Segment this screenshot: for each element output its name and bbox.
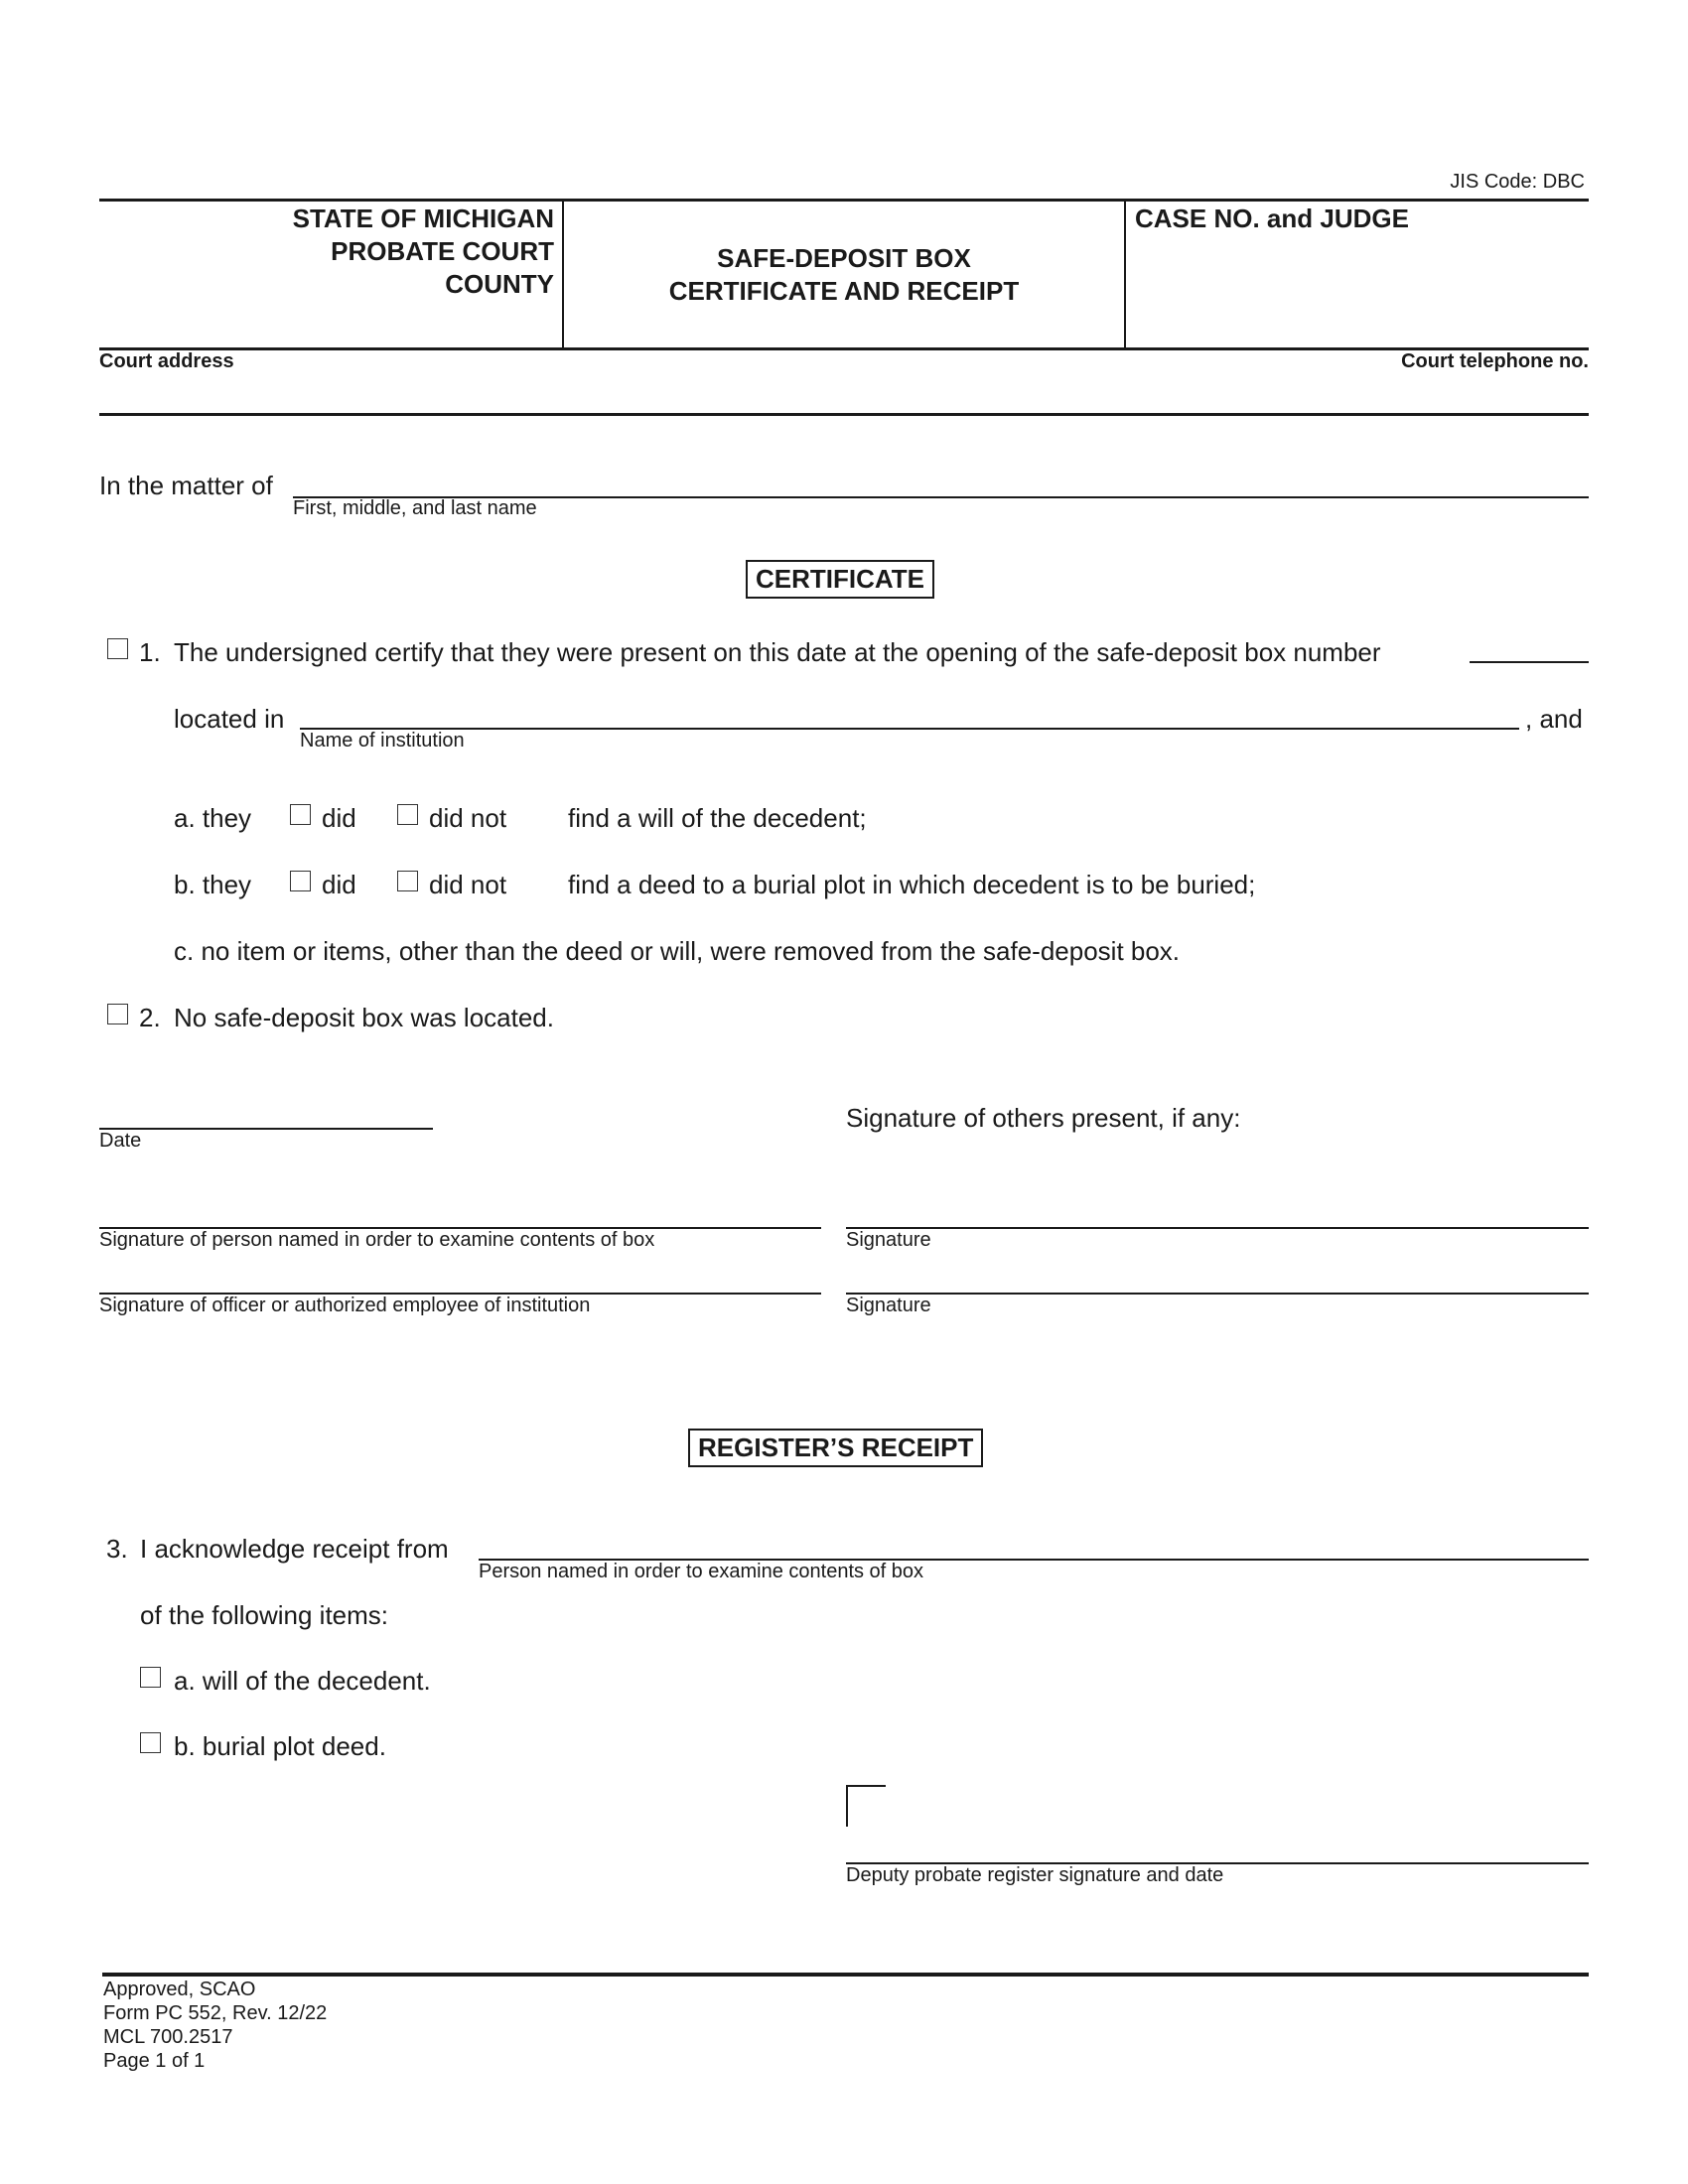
other-signature-label-2: Signature [846, 1295, 931, 1316]
item-b-did-checkbox[interactable] [290, 871, 311, 891]
item-a-did-label: did [322, 803, 356, 833]
seal-corner-vertical [846, 1785, 848, 1827]
item-a-did-not-label: did not [429, 803, 507, 833]
header-divider-right [1124, 199, 1126, 349]
following-items-label: of the following items: [140, 1600, 389, 1630]
court-telephone-label: Court telephone no. [1401, 350, 1589, 372]
jis-code: JIS Code: DBC [1450, 171, 1585, 193]
other-signature-line-1[interactable] [846, 1227, 1589, 1229]
and-text: , and [1525, 704, 1583, 734]
county-label: COUNTY [445, 269, 554, 299]
case-no-judge-label: CASE NO. and JUDGE [1135, 204, 1409, 233]
item-b-did-label: did [322, 870, 356, 899]
receipt-deed-text: b. burial plot deed. [174, 1731, 386, 1761]
address-bottom-rule [99, 413, 1589, 416]
item2-checkbox[interactable] [107, 1004, 128, 1024]
box-number-line[interactable] [1470, 661, 1589, 663]
footer-rule [102, 1973, 1589, 1977]
header-divider-left [562, 199, 564, 349]
state-label: STATE OF MICHIGAN [292, 204, 554, 233]
institution-sublabel: Name of institution [300, 730, 465, 751]
item-a-text: find a will of the decedent; [568, 803, 867, 833]
officer-signature-label: Signature of officer or authorized employee of institution [99, 1295, 591, 1316]
footer-page: Page 1 of 1 [103, 2050, 206, 2072]
seal-corner-horizontal [846, 1785, 886, 1787]
deputy-signature-label: Deputy probate register signature and date [846, 1864, 1224, 1886]
item3-number: 3. [106, 1534, 128, 1564]
item-c-text: c. no item or items, other than the deed or will, were removed from the safe-deposit box. [174, 936, 1181, 966]
matter-label: In the matter of [99, 471, 273, 500]
footer-mcl: MCL 700.2517 [103, 2026, 233, 2048]
institution-line[interactable] [300, 728, 1519, 730]
matter-name-sublabel: First, middle, and last name [293, 497, 537, 519]
item-b-did-not-label: did not [429, 870, 507, 899]
date-line[interactable] [99, 1128, 433, 1130]
other-signature-line-2[interactable] [846, 1293, 1589, 1295]
item-b-prefix: b. they [174, 870, 252, 899]
receipt-will-checkbox[interactable] [140, 1667, 161, 1688]
item-b-did-not-checkbox[interactable] [397, 871, 418, 891]
header-top-rule [99, 199, 1589, 202]
certificate-heading: CERTIFICATE [746, 560, 934, 599]
item-a-did-not-checkbox[interactable] [397, 804, 418, 825]
item3-text: I acknowledge receipt from [140, 1534, 449, 1564]
footer-approved: Approved, SCAO [103, 1979, 256, 2000]
others-present-label: Signature of others present, if any: [846, 1103, 1241, 1133]
item-a-did-checkbox[interactable] [290, 804, 311, 825]
receipt-deed-checkbox[interactable] [140, 1732, 161, 1753]
date-label: Date [99, 1130, 142, 1152]
item-a-prefix: a. they [174, 803, 252, 833]
item2-number: 2. [139, 1003, 161, 1032]
form-title-line2: CERTIFICATE AND RECEIPT [668, 276, 1020, 306]
footer-form-number: Form PC 552, Rev. 12/22 [103, 2002, 328, 2024]
receipt-from-sublabel: Person named in order to examine contents of box [479, 1561, 924, 1582]
item-b-text: find a deed to a burial plot in which decedent is to be buried; [568, 870, 1256, 899]
item1-text: The undersigned certify that they were present on this date at the opening of the safe-deposit box number [174, 637, 1381, 667]
court-label: PROBATE COURT [331, 236, 554, 266]
other-signature-label-1: Signature [846, 1229, 931, 1251]
form-title-line1: SAFE-DEPOSIT BOX [717, 243, 971, 273]
located-in-label: located in [174, 704, 285, 734]
registers-receipt-heading: REGISTER’S RECEIPT [688, 1429, 983, 1467]
item1-checkbox[interactable] [107, 638, 128, 659]
court-address-label: Court address [99, 350, 234, 372]
person-signature-label: Signature of person named in order to examine contents of box [99, 1229, 655, 1251]
item1-number: 1. [139, 637, 161, 667]
item2-text: No safe-deposit box was located. [174, 1003, 554, 1032]
receipt-will-text: a. will of the decedent. [174, 1666, 431, 1696]
